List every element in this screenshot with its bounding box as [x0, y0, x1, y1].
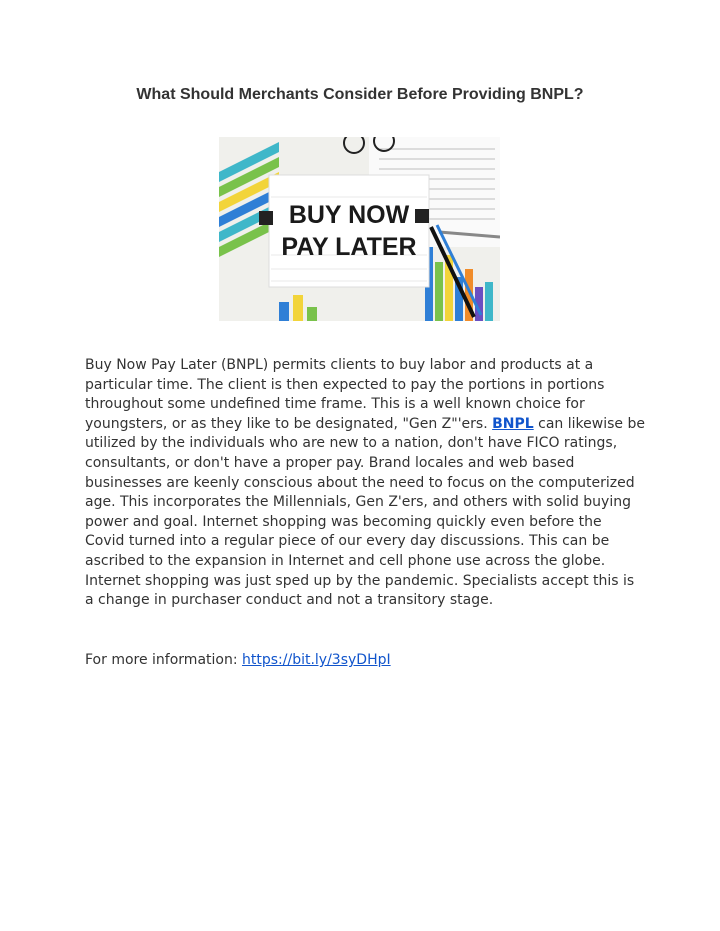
hero-text-line2: PAY LATER	[281, 233, 417, 261]
hero-illustration	[219, 137, 500, 321]
more-info-label: For more information:	[85, 652, 243, 668]
main-paragraph	[85, 356, 645, 611]
more-info-line	[85, 651, 645, 671]
bnpl-hero-image	[219, 137, 500, 321]
bnpl-inline-link[interactable]: BNPL	[492, 415, 534, 432]
page-title: What Should Merchants Consider Before Providing BNPL?	[136, 86, 584, 103]
more-info-link[interactable]: https://bit.ly/3syDHpI	[242, 652, 391, 668]
hero-text-line1: BUY NOW	[288, 201, 410, 229]
paragraph-text-before-link: Buy Now Pay Later (BNPL) permits clients to buy labor and products at a particular time. The client is then expected to pay the portions in portions throughout some undefined time frame. This is a well known choice for youngsters, or as they like to be designated, "Gen Z"'ers.	[85, 357, 605, 432]
paragraph-text-after-link: can likewise be utilized by the individuals who are new to a nation, don't have FICO ratings, consultants, or don't have a proper pay. Brand locales and web based businesses are keenly conscious about the need to focus on the computerized age. This incorporates the Millennials, Gen Z'ers, and others with solid buying power and goal. Internet shopping was becoming quickly even before the Covid turned into a regular piece of our every day discussions. This can be ascribed to the expansion in Internet and cell phone use across the globe. Internet shopping was just sped up by the pandemic. Specialists accept this is a change in purchaser conduct and not a transitory stage.	[85, 415, 645, 609]
